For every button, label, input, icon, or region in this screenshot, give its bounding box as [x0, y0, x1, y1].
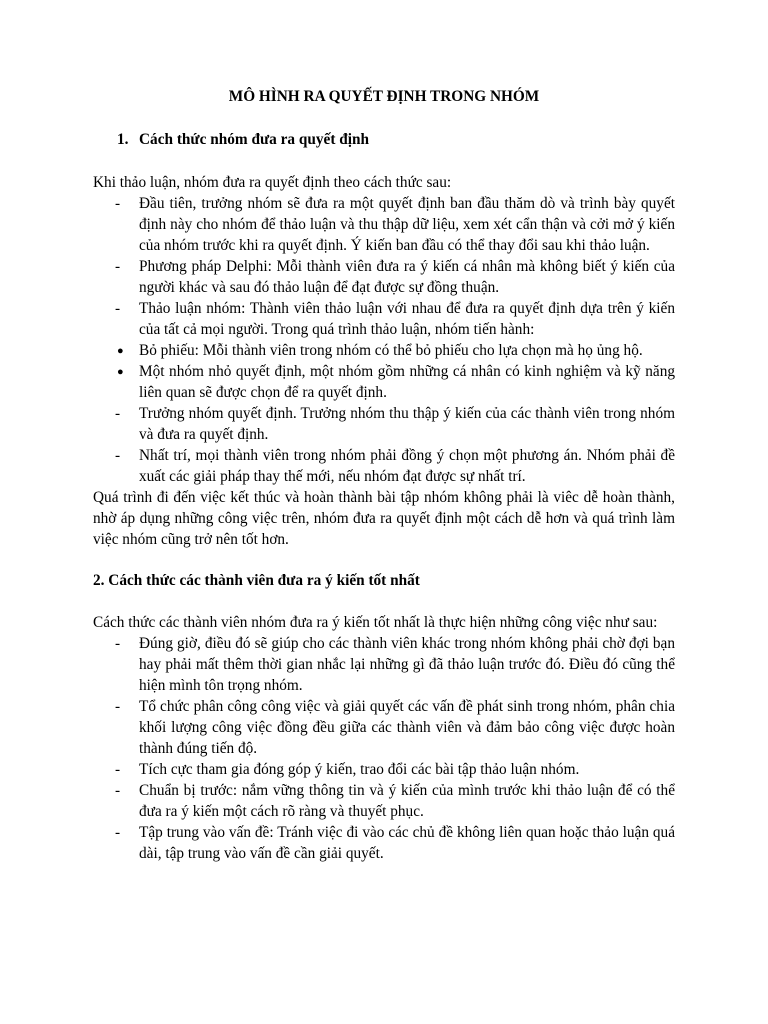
section-2-intro: Cách thức các thành viên nhóm đưa ra ý kiến tốt nhất là thực hiện những công việc như sau:: [93, 614, 658, 631]
section-2-heading: 2. Cách thức các thành viên đưa ra ý kiến tốt nhất: [93, 572, 420, 589]
list-item-text: Tập trung vào vấn đề: Tránh việc đi vào các chủ đề không liên quan hoặc thảo luận quá dài, tập trung vào vấn đề cần giải quyết.: [139, 824, 675, 862]
list-item-text: Thảo luận nhóm: Thành viên thảo luận với nhau để đưa ra quyết định dựa trên ý kiến của tất cả mọi người. Trong quá trình thảo luận, nhóm tiến hành:: [139, 300, 675, 338]
section-1-intro: Khi thảo luận, nhóm đưa ra quyết định theo cách thức sau:: [93, 174, 452, 191]
list-item: [93, 633, 675, 696]
bullet-icon: ●: [117, 366, 124, 378]
list-item-text: Tổ chức phân công công việc và giải quyết các vấn đề phát sinh trong nhóm, phân chia khối lượng công việc đồng đều giữa các thành viên và đảm bảo công việc được hoàn thành đúng tiến độ.: [139, 698, 675, 757]
list-dash-marker: -: [115, 258, 121, 275]
bullet-icon: ●: [117, 345, 124, 357]
list-item: [93, 193, 675, 256]
section-1-heading: [93, 129, 675, 150]
list-item-text: Đầu tiên, trưởng nhóm sẽ đưa ra một quyết định ban đầu thăm dò và trình bày quyết định này cho nhóm để thảo luận và thu thập dữ liệu, xem xét cẩn thận và cởi mở ý kiến của nhóm trước khi ra quyết định. Ý kiến ban đầu có thể thay đổi sau khi thảo luận.: [139, 195, 675, 254]
list-item: [93, 445, 675, 487]
list-dash-marker: -: [115, 405, 121, 422]
list-item: [93, 361, 675, 403]
list-dash-marker: -: [115, 761, 121, 778]
section-1-heading-text: Cách thức nhóm đưa ra quyết định: [139, 131, 370, 148]
list-item: [93, 696, 675, 759]
list-item-text: Phương pháp Delphi: Mỗi thành viên đưa ra ý kiến cá nhân mà không biết ý kiến của người khác và sau đó thảo luận để đạt được sự đồng thuận.: [139, 258, 675, 296]
list-dash-marker: -: [115, 195, 121, 212]
list-item-text: Một nhóm nhỏ quyết định, một nhóm gồm những cá nhân có kinh nghiệm và kỹ năng liên quan sẽ được chọn để ra quyết định.: [139, 363, 675, 401]
list-dash-marker: -: [115, 782, 121, 799]
list-item: [93, 780, 675, 822]
list-item: [93, 822, 675, 864]
list-dash-marker: -: [115, 635, 121, 652]
section-1-conclusion: Quá trình đi đến việc kết thúc và hoàn thành bài tập nhóm không phải là viêc dễ hoàn thành, nhờ áp dụng những công việc trên, nhóm đưa ra quyết định một cách dễ hơn và quá trình làm việc nhóm cũng trở nên tốt hơn.: [93, 489, 675, 548]
document-page: [93, 86, 675, 864]
list-item-text: Chuẩn bị trước: nắm vững thông tin và ý kiến của mình trước khi thảo luận để có thể đưa ra ý kiến một cách rõ ràng và thuyết phục.: [139, 782, 675, 820]
list-item-text: Nhất trí, mọi thành viên trong nhóm phải đồng ý chọn một phương án. Nhóm phải đề xuất các giải pháp thay thế mới, nếu nhóm đạt được sự nhất trí.: [139, 447, 675, 485]
list-item: [93, 298, 675, 340]
list-item-text: Đúng giờ, điều đó sẽ giúp cho các thành viên khác trong nhóm không phải chờ đợi bạn hay phải mất thêm thời gian nhắc lại những gì đã thảo luận trước đó. Điều đó cũng thể hiện mình tôn trọng nhóm.: [139, 635, 675, 694]
list-item-text: Tích cực tham gia đóng góp ý kiến, trao đổi các bài tập thảo luận nhóm.: [139, 761, 580, 778]
list-item: [93, 403, 675, 445]
document-title: MÔ HÌNH RA QUYẾT ĐỊNH TRONG NHÓM: [228, 88, 540, 105]
list-item-text: Bỏ phiếu: Mỗi thành viên trong nhóm có thể bỏ phiếu cho lựa chọn mà họ ủng hộ.: [139, 342, 643, 359]
list-item: [93, 759, 675, 780]
list-dash-marker: -: [115, 824, 121, 841]
section-1-list: [93, 193, 675, 487]
list-dash-marker: -: [115, 300, 121, 317]
list-dash-marker: -: [115, 447, 121, 464]
list-item: [93, 340, 675, 361]
list-item: [93, 256, 675, 298]
section-2-list: [93, 633, 675, 864]
section-1-number: 1.: [117, 131, 129, 148]
list-dash-marker: -: [115, 698, 121, 715]
list-item-text: Trưởng nhóm quyết định. Trưởng nhóm thu thập ý kiến của các thành viên trong nhóm và đưa ra quyết định.: [139, 405, 675, 443]
